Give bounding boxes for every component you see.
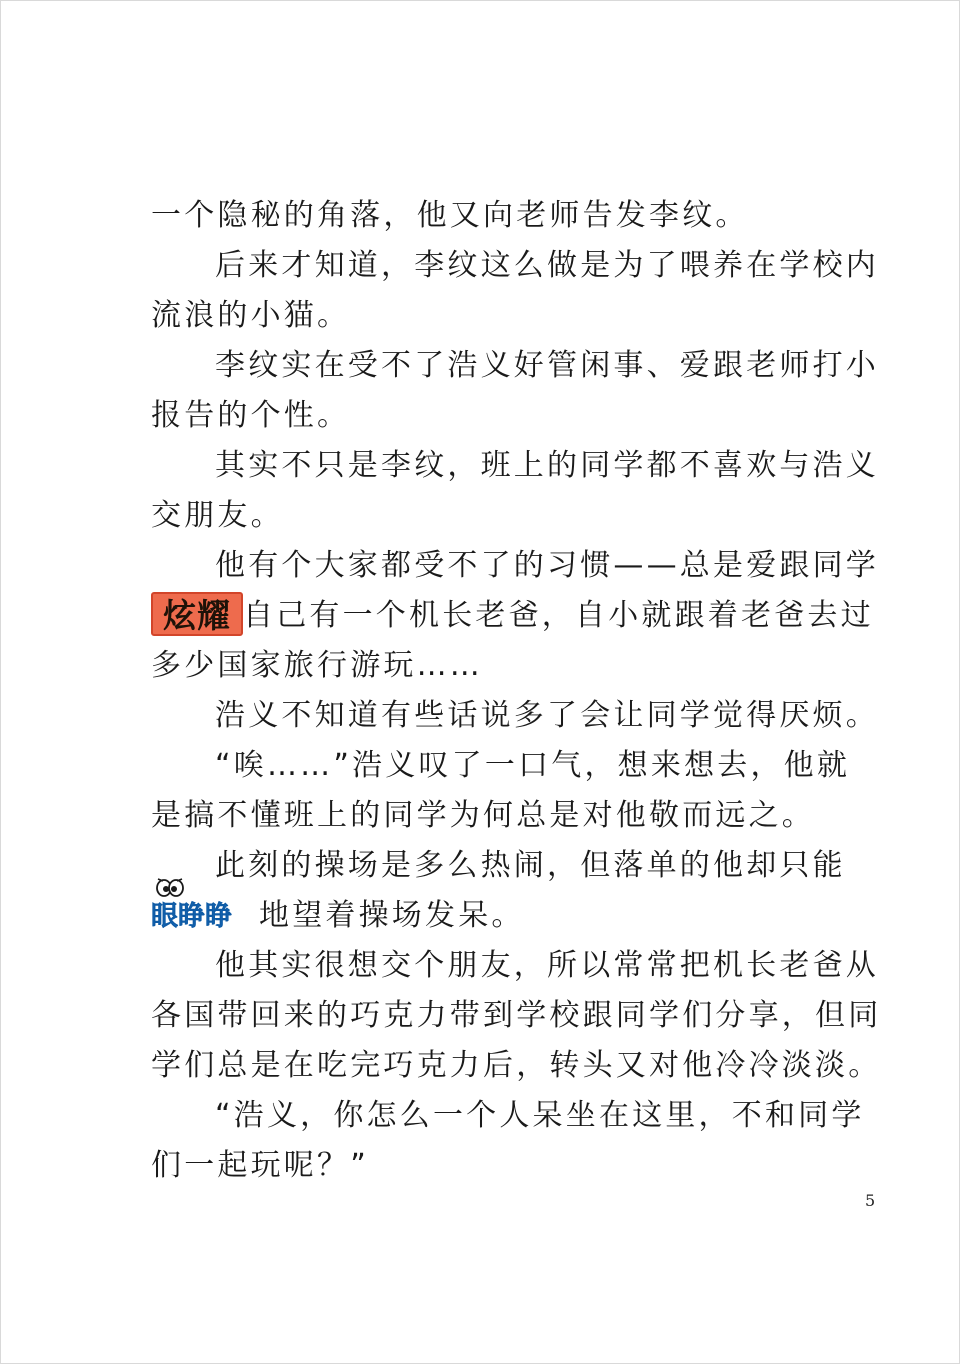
cartoon-eyes-icon	[155, 877, 185, 897]
text-line: 他有个大家都受不了的习惯——总是爱跟同学	[215, 548, 879, 583]
text-line: 其实不只是李纹，班上的同学都不喜欢与浩义	[215, 448, 879, 483]
text-line: 交朋友。	[151, 498, 284, 533]
vocab-sticker-xuanyao	[151, 592, 243, 636]
text-line: 他其实很想交个朋友，所以常常把机长老爸从	[215, 948, 879, 983]
text-line: 多少国家旅行游玩……	[151, 648, 483, 683]
text-line-rest: 地望着操场发呆。	[259, 898, 525, 933]
text-line: 报告的个性。	[151, 398, 351, 433]
text-line: 流浪的小猫。	[151, 298, 351, 333]
text-line: 各国带回来的巧克力带到学校跟同学们分享，但同	[151, 998, 882, 1033]
vocab-sticker-yanzhengzheng	[151, 889, 259, 935]
text-line: “浩义，你怎么一个人呆坐在这里，不和同学	[215, 1098, 865, 1133]
text-line: 一个隐秘的角落，他又向老师告发李纹。	[151, 198, 749, 233]
text-line: 此刻的操场是多么热闹，但落单的他却只能	[215, 848, 846, 883]
text-line: 李纹实在受不了浩义好管闲事、爱跟老师打小	[215, 348, 879, 383]
vocab-sticker-label: 眼睁睁	[151, 900, 232, 932]
page-number: 5	[865, 1191, 876, 1210]
text-line: 们一起玩呢？”	[151, 1148, 369, 1183]
vocab-sticker-label: 炫耀	[163, 595, 231, 635]
text-line-rest: 自己有一个机长老爸，自小就跟着老爸去过	[243, 598, 874, 633]
text-line: 后来才知道，李纹这么做是为了喂养在学校内	[215, 248, 879, 283]
text-line: 学们总是在吃完巧克力后，转头又对他冷冷淡淡。	[151, 1048, 882, 1083]
text-line: “唉……”浩义叹了一口气，想来想去，他就	[215, 748, 851, 783]
text-line: 是搞不懂班上的同学为何总是对他敬而远之。	[151, 798, 815, 833]
text-line-with-sticker	[151, 891, 843, 941]
text-line-with-sticker	[151, 591, 874, 641]
story-text	[151, 191, 882, 1191]
text-line: 浩义不知道有些话说多了会让同学觉得厌烦。	[215, 698, 879, 733]
